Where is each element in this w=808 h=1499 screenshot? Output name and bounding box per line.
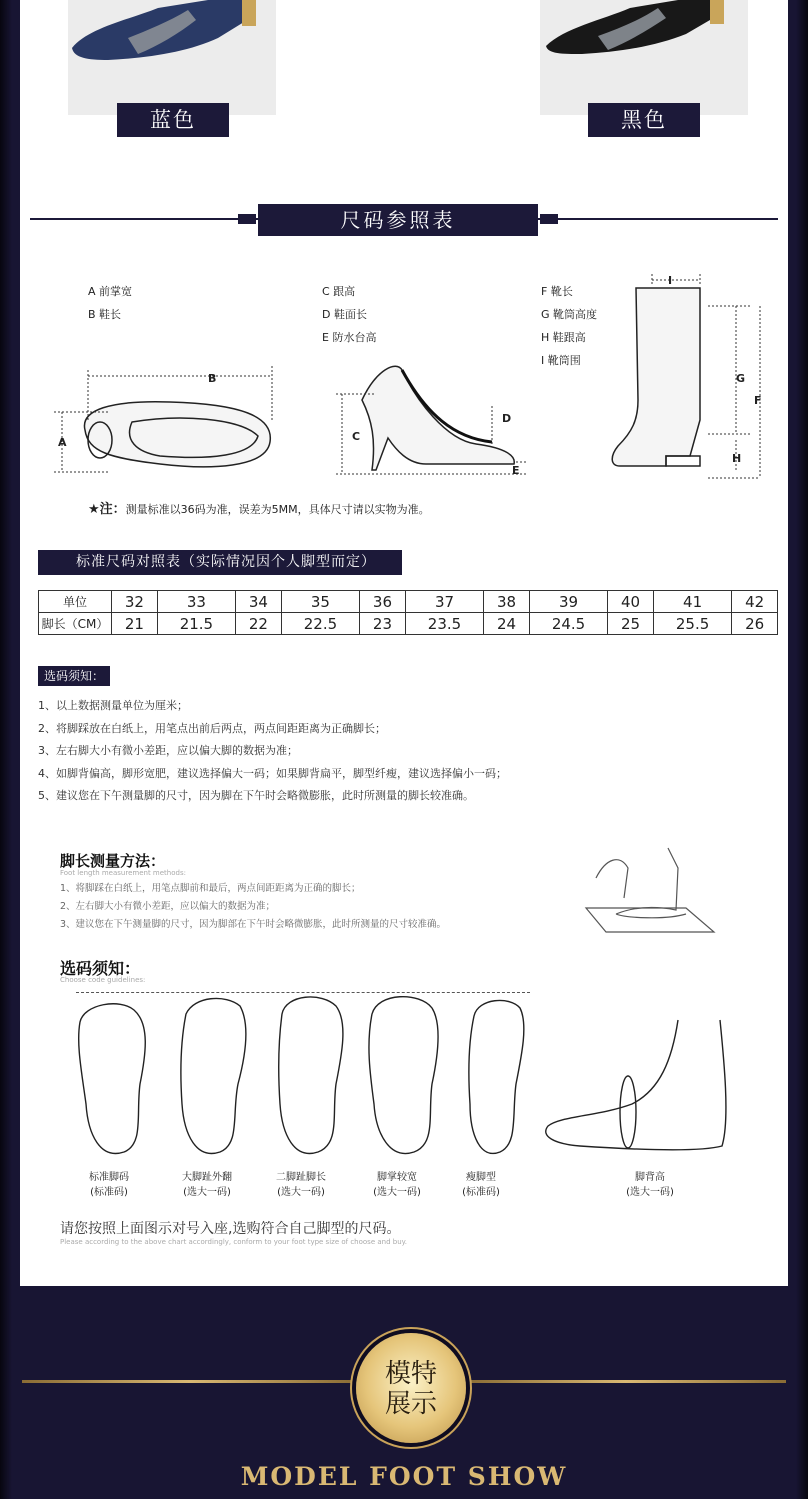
table-cell: 26 [732,613,778,635]
foot-name: 二脚趾脚长 [276,1172,326,1183]
note-mark: ★注： [88,502,126,517]
table-cell: 36 [360,591,406,613]
table-cell: 25.5 [653,613,731,635]
legend-item: E 防水台高 [322,331,377,344]
measure-list [60,880,446,934]
legend-item: I 靴筒围 [541,354,581,367]
flat-shoe-diagram [40,360,280,480]
foot-name: 大脚趾外翻 [182,1172,232,1183]
size-table [38,590,778,635]
note-text: 测量标准以36码为准，误差为5MM，具体尺寸请以实物为准。 [125,503,430,516]
guide-title: 选码须知： [60,959,141,978]
measure-item: 2、左右脚大小有微小差距，应以偏大的数据为准； [60,901,276,912]
notice-item: 3、左右脚大小有微小差距，应以偏大脚的数据为准； [38,744,298,757]
table-cell: 40 [608,591,654,613]
measurement-note [88,498,430,517]
gold-divider-left [22,1380,356,1383]
row-header: 脚长（CM） [39,613,112,635]
dim-label-e: E [512,464,520,477]
dim-label-g: G [736,372,746,385]
foot-measure-illustration [576,848,716,936]
table-cell: 39 [529,591,607,613]
size-table-title: 标准尺码对照表（实际情况因个人脚型而定） [38,550,402,575]
table-row [39,591,778,613]
closing-text-en: Please according to the above chart accordingly, conform to your foot type size of choose and buy. [60,1238,408,1246]
legend-item: A 前掌宽 [88,285,133,298]
foot-caption-standard [74,1170,144,1200]
variant-label-blue[interactable]: 蓝色 [117,103,229,137]
table-cell: 33 [157,591,235,613]
badge-text-line1: 模特 [384,1359,437,1389]
table-cell: 23 [360,613,406,635]
foot-advice: (选大一码) [626,1187,674,1198]
table-cell: 42 [732,591,778,613]
legend-flat-shoe [88,280,132,326]
foot-types-illustration [60,984,550,1164]
foot-advice: (标准码) [90,1187,128,1198]
dim-label-i: I [668,274,673,287]
table-cell: 41 [653,591,731,613]
instep-illustration [540,1020,740,1160]
table-cell: 35 [281,591,359,613]
foot-caption-wide [360,1170,434,1200]
dim-label-f: F [754,394,762,407]
foot-caption-bunion [170,1170,244,1200]
legend-item: D 鞋面长 [322,308,367,321]
table-cell: 37 [405,591,483,613]
table-cell: 24.5 [529,613,607,635]
table-cell: 25 [608,613,654,635]
foot-caption-high-instep [612,1170,688,1200]
legend-item: B 鞋长 [88,308,122,321]
foot-caption-second-toe [264,1170,338,1200]
foot-name: 瘦脚型 [466,1172,496,1183]
foot-advice: (选大一码) [373,1187,421,1198]
table-cell: 24 [484,613,530,635]
measure-title: 脚长测量方法： [60,852,166,870]
content-paper [20,0,788,1286]
table-cell: 21.5 [157,613,235,635]
notice-item: 2、将脚踩放在白纸上，用笔点出前后两点，两点间距距离为正确脚长； [38,721,386,735]
closing-text: 请您按照上面图示对号入座,选购符合自己脚型的尺码。 [60,1221,401,1237]
foot-caption-slim [444,1170,518,1200]
divider-notch-right [540,214,558,224]
table-cell: 23.5 [405,613,483,635]
boot-diagram [600,270,760,486]
dim-label-d: D [502,412,512,425]
foot-name: 标准脚码 [89,1172,129,1183]
legend-heel [322,280,376,349]
table-cell: 22 [236,613,282,635]
table-row [39,613,778,635]
row-header: 单位 [39,591,112,613]
table-cell: 34 [236,591,282,613]
high-heel-diagram [316,360,536,480]
dim-label-h: H [732,452,742,465]
table-cell: 32 [112,591,158,613]
notice-item: 4、如脚背偏高，脚形宽肥，建议选择偏大一码；如果脚背扁平，脚型纤瘦，建议选择偏小一码； [38,766,507,780]
legend-item: F 靴长 [541,285,573,298]
dim-label-a: A [58,436,67,449]
variant-label-black[interactable]: 黑色 [588,103,700,137]
guide-subtitle: Choose code guidelines: [60,976,146,984]
legend-item: H 鞋跟高 [541,331,586,344]
black-shoe-image[interactable] [540,0,748,115]
dim-label-c: C [352,430,361,443]
divider-notch-left [238,214,256,224]
notice-item: 1、以上数据测量单位为厘米； [38,699,188,712]
notice-tag: 选码须知： [38,666,110,686]
notice-list [38,695,507,808]
foot-advice: (选大一码) [183,1187,231,1198]
foot-advice: (标准码) [462,1187,500,1198]
table-cell: 22.5 [281,613,359,635]
measure-item: 3、建议您在下午测量脚的尺寸，因为脚部在下午时会略微膨胀，此时所测量的尺寸较准确。 [60,919,447,930]
foot-name: 脚掌较宽 [377,1172,417,1183]
model-foot-show-title: MODEL FOOT SHOW [240,1462,568,1491]
gold-divider-right [466,1380,786,1383]
size-section-title: 尺码参照表 [258,204,538,236]
legend-item: G 靴筒高度 [541,308,598,321]
notice-item: 5、建议您在下午测量脚的尺寸，因为脚在下午时会略微膨胀，此时所测量的脚长较准确。 [38,789,474,802]
legend-boot [541,280,597,372]
foot-advice: (选大一码) [277,1187,325,1198]
badge-text-line2: 展示 [384,1389,437,1419]
foot-name: 脚背高 [635,1172,665,1183]
table-cell: 38 [484,591,530,613]
blue-shoe-image[interactable] [68,0,276,115]
measure-item: 1、将脚踩在白纸上，用笔点脚前和最后，两点间距距离为正确的脚长； [60,883,361,894]
dim-label-b: B [208,372,217,385]
measure-subtitle: Foot length measurement methods: [60,869,186,877]
model-show-badge [356,1333,466,1443]
legend-item: C 跟高 [322,285,356,298]
table-cell: 21 [112,613,158,635]
